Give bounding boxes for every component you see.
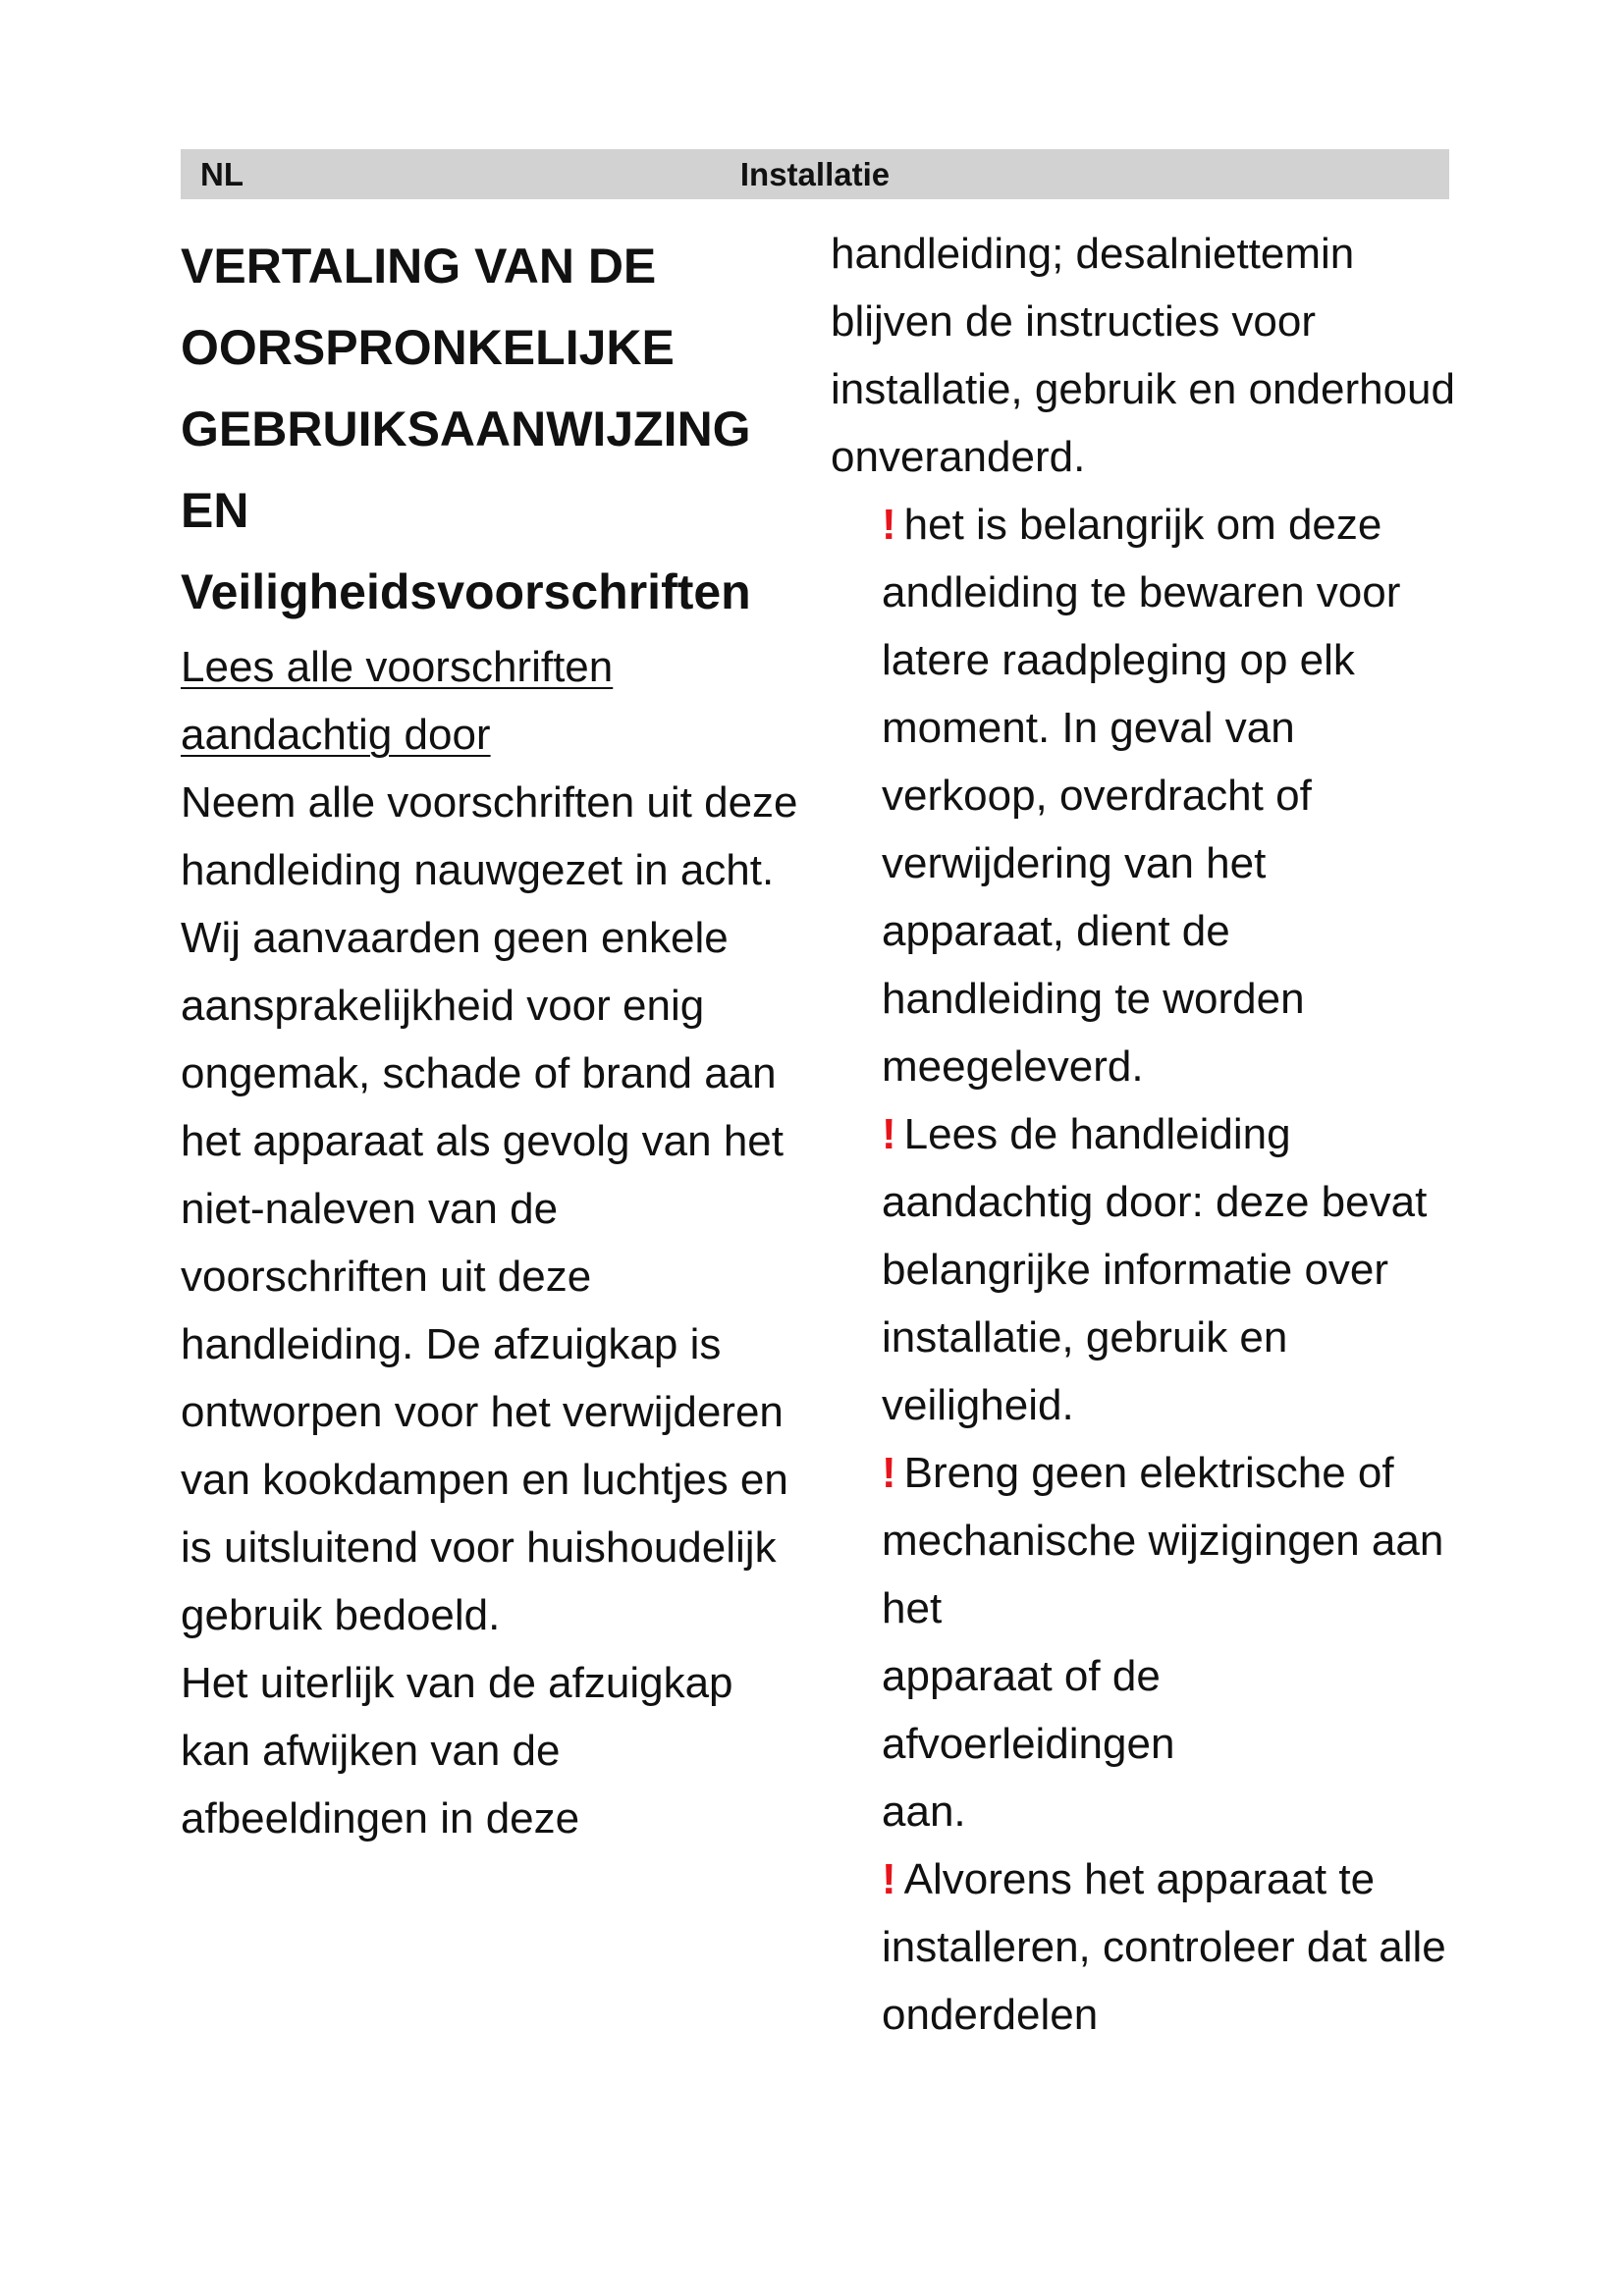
warning-text: het is belangrijk om deze andleiding te bewaren voor latere raadpleging op elk moment. In geval van verkoop, overdracht of verwijdering van het apparaat, dient de handleiding te worden meegeleverd. bbox=[882, 501, 1401, 1091]
left-column bbox=[181, 226, 809, 1852]
warning-text: Lees de handleiding aandachtig door: deze bevat belangrijke informatie over installatie, gebruik en veiligheid. bbox=[882, 1110, 1428, 1429]
appearance-paragraph-start: Het uiterlijk van de afzuigkap kan afwijken van de afbeeldingen in deze bbox=[181, 1659, 733, 1842]
warning-list bbox=[831, 491, 1459, 2049]
warning-text: Alvorens het apparaat te installeren, controleer dat alle onderdelen bbox=[882, 1855, 1446, 2039]
warning-item-check-parts bbox=[882, 1845, 1459, 2049]
warning-text-line: apparaat of de afvoerleidingen bbox=[882, 1652, 1175, 1768]
warning-text-line: aan. bbox=[882, 1788, 966, 1836]
header-language-code: NL bbox=[200, 156, 244, 192]
document-title: VERTALING VAN DE OORSPRONKELIJKE GEBRUIKSAANWIJZING EN Veiligheidsvoorschriften bbox=[181, 239, 751, 619]
appearance-paragraph-end: handleiding; desalniettemin blijven de instructies voor installatie, gebruik en onderhoud onveranderd. bbox=[831, 230, 1456, 481]
warning-item-read-manual bbox=[882, 1100, 1459, 1439]
warning-item-no-modifications bbox=[882, 1439, 1459, 1845]
warning-text-line: Breng geen elektrische of mechanische wijzigingen aan het bbox=[882, 1449, 1444, 1632]
warning-item-keep-manual bbox=[882, 491, 1459, 1100]
warning-exclamation-icon: ! bbox=[882, 1110, 896, 1158]
right-column bbox=[831, 220, 1459, 2049]
section-subheading: Lees alle voorschriften aandachtig door bbox=[181, 643, 614, 759]
warning-exclamation-icon: ! bbox=[882, 1855, 896, 1903]
header-section-title: Installatie bbox=[739, 156, 891, 192]
warning-exclamation-icon: ! bbox=[882, 1449, 896, 1497]
warning-exclamation-icon: ! bbox=[882, 501, 896, 549]
page-header-bar bbox=[181, 149, 1449, 199]
intro-paragraph: Neem alle voorschriften uit deze handleiding nauwgezet in acht. Wij aanvaarden geen enkele aansprakelijkheid voor enig ongemak, schade of brand aan het apparaat als gevolg van het niet-naleven van de voorschriften uit deze handleiding. De afzuigkap is ontworpen voor het verwijderen van kookdampen en luchtjes en is uitsluitend voor huishoudelijk gebruik bedoeld. bbox=[181, 778, 798, 1639]
